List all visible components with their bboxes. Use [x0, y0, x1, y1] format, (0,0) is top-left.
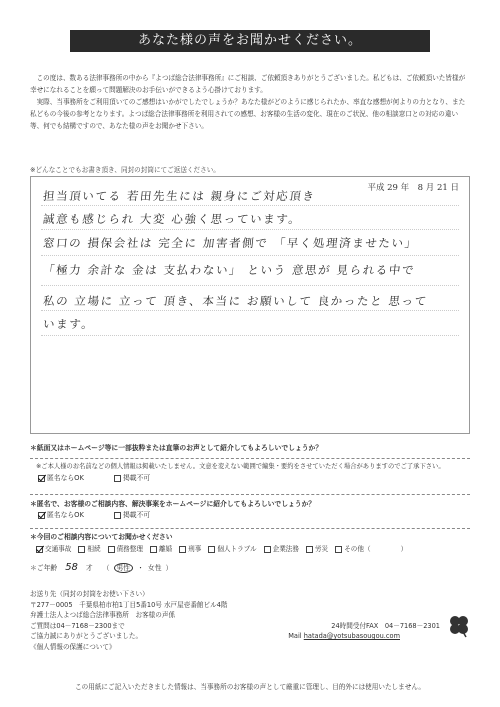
writing-rule	[41, 255, 459, 256]
question-publish-comment	[30, 444, 470, 452]
clover-logo-icon	[446, 612, 472, 638]
intro-paragraph-2: 実際、当事務所をご利用頂いてのご感想はいかがでしたでしょうか？あなた様がどのように感じられたか、率直な感想が何よりの力となり、また私どもの今後の参考となります。よつば総合法律事務所を利用されての感想、お客様の生活の変化、現在のご状況、他の相談窓口との対応の違い等、何でも結構ですので、あなた様の声をお聞かせ下さい。	[30, 98, 466, 130]
option-not-allowed[interactable]: 掲載不可	[114, 474, 150, 482]
letter-line: 私の 立場に 立って 頂き、本当に お願いして 良かったと 思って	[42, 294, 429, 308]
writing-rule	[41, 285, 459, 286]
mail-link[interactable]: hatada@yotsubasougou.com	[303, 632, 400, 640]
letter-line: 誠意も感じられ 大変 心強く思っています。	[42, 212, 303, 226]
writing-rule	[41, 335, 459, 336]
question-title: ＊紙面又はホームページ等に一部抜粋または直筆のお声として紹介してもよろしいでしょうか？	[30, 444, 323, 452]
checkbox-checked[interactable]	[36, 546, 43, 553]
dashed-divider	[30, 494, 470, 495]
age-unit: 才	[85, 564, 93, 572]
category-workers-comp[interactable]: 労災	[306, 545, 328, 553]
option-anonymous-ok[interactable]: 匿名ならOK	[38, 474, 84, 482]
letter-line: 担当頂いてる 若田先生には 親身にご対応頂き	[42, 189, 317, 203]
category-other[interactable]: その他（ ）	[335, 545, 407, 553]
contact-info	[30, 589, 470, 652]
contact-send-to: お送り先（同封の封筒をお使い下さい）	[30, 590, 149, 598]
question-publish-case	[30, 500, 470, 520]
letter-line: 「極力 余計な 金は 支払わない」 という 意思が 見られる中で	[42, 263, 416, 277]
gender-male-selected[interactable]: 男性	[114, 563, 134, 573]
option-not-allowed[interactable]: 掲載不可	[114, 511, 150, 519]
checkbox[interactable]	[150, 546, 157, 553]
page-title-banner	[70, 30, 430, 52]
checkbox-checked[interactable]	[38, 512, 45, 519]
instruction-note: ※どんなことでもお書き頂き、同封の封筒にてご返送ください。	[30, 166, 220, 174]
checkbox-checked[interactable]	[38, 475, 45, 482]
contact-office: 弁護士法人よつば総合法律事務所 お客様の声係	[30, 611, 176, 619]
checkbox[interactable]	[108, 546, 115, 553]
checkbox[interactable]	[208, 546, 215, 553]
question-consultation-type	[30, 533, 470, 541]
category-debt[interactable]: 債務整理	[108, 545, 143, 553]
checkbox[interactable]	[306, 546, 313, 553]
contact-fax: 24時間受付FAX 04－7168－2301	[331, 621, 440, 630]
letter-line: 窓口の 損保会社は 完全に 加害者側で 「早く処理済ませたい」	[42, 236, 419, 250]
writing-rule	[41, 310, 459, 311]
checkbox[interactable]	[114, 475, 121, 482]
privacy-heading: 《個人情報の保護について》	[30, 642, 116, 651]
category-personal-trouble[interactable]: 個人トラブル	[208, 545, 256, 553]
question-publish-options	[30, 461, 470, 482]
question-subnote: ※ご本人様のお名前などの個人情報は掲載いたしません。文意を変えない範囲で編集・要約をさせていただく場合がありますのでご了承下さい。	[36, 463, 445, 470]
writing-rule	[41, 205, 459, 206]
category-divorce[interactable]: 離婚	[150, 545, 172, 553]
dashed-divider	[30, 528, 470, 529]
handwritten-letter-box	[30, 176, 470, 434]
category-options	[36, 545, 407, 553]
category-traffic-accident[interactable]: 交通事故	[36, 545, 71, 553]
mail-label: Mail	[288, 632, 302, 640]
options-row	[30, 511, 470, 519]
category-criminal[interactable]: 刑事	[179, 545, 201, 553]
contact-phone: ご質問は04－7168－2300まで	[30, 621, 125, 630]
option-anonymous-ok[interactable]: 匿名ならOK	[38, 511, 84, 519]
category-corporate[interactable]: 企業法務	[264, 545, 299, 553]
options-row	[30, 474, 470, 482]
age-value[interactable]: 58	[65, 562, 78, 573]
checkbox[interactable]	[179, 546, 186, 553]
letter-line: います。	[42, 317, 96, 331]
age-label: ＊ご年齢	[30, 564, 58, 572]
question-title: ＊匿名で、お客様のご相談内容、解決事案をホームページに紹介してもよろしいでしょうか？	[30, 500, 316, 508]
gender-female[interactable]: 女性	[147, 564, 162, 572]
checkbox[interactable]	[114, 512, 121, 519]
question-title: ＊今回のご相談内容についてお聞かせください	[30, 533, 173, 541]
category-inheritance[interactable]: 相続	[78, 545, 100, 553]
age-gender-row: ＊ご年齢 58 才 （ 男性 ・ 女性 ）	[30, 562, 173, 573]
writing-rule	[41, 229, 459, 230]
contact-address: 〒277－0005 千葉県柏市柏1丁目5番10号 水戸屋壱番館ビル4階	[30, 600, 228, 609]
checkbox[interactable]	[335, 546, 342, 553]
dashed-divider	[30, 458, 470, 459]
intro-paragraph-1: この度は、数ある法律事務所の中から『よつば総合法律事務所』にご相談、ご依頼頂きありがとうございました。私どもは、ご依頼頂いた皆様が幸せになれることを願って問題解決のお手伝いができるよう心掛けております。	[30, 74, 466, 94]
page-title: あなた様の声をお聞かせください。	[137, 33, 362, 48]
contact-thanks: ご協力誠にありがとうございました。	[30, 632, 143, 640]
footer-privacy-note: この用紙にご記入いただきました情報は、当事務所のお客様の声として厳重に管理し、目的外には使用いたしません。	[75, 683, 425, 691]
intro-text	[30, 72, 470, 132]
checkbox[interactable]	[264, 546, 271, 553]
letter-date: 平成 29 年 8 月 21 日	[367, 183, 459, 193]
checkbox[interactable]	[78, 546, 85, 553]
